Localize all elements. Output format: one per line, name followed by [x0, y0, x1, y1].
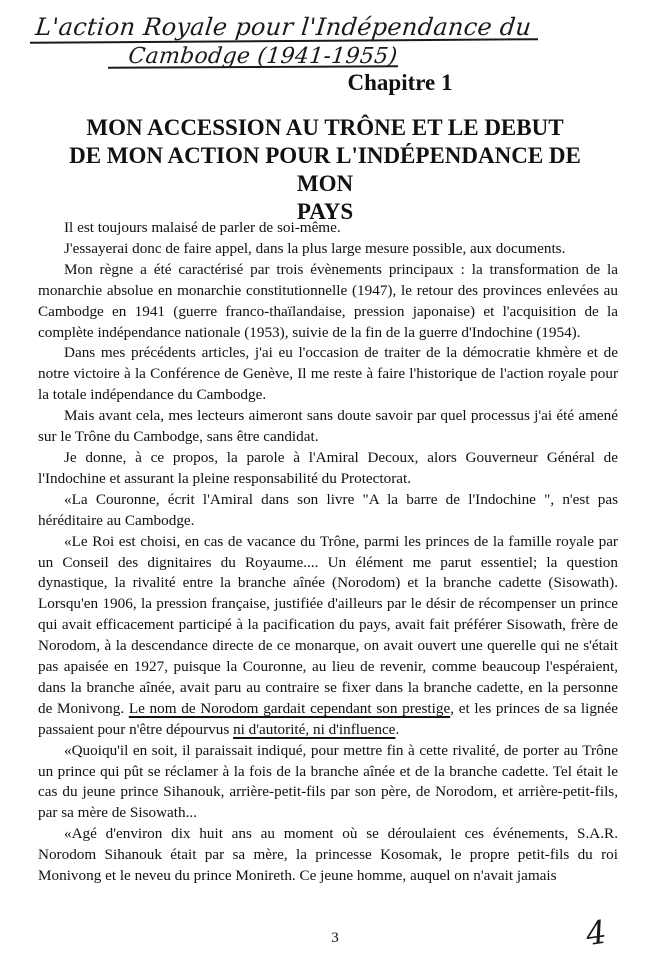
- underlined-passage-2: ni d'autorité, ni d'influence: [233, 720, 396, 738]
- body-text: [38, 218, 618, 887]
- chapter-title-line-1: MON ACCESSION AU TRÔNE ET LE DEBUT: [86, 115, 564, 140]
- handwritten-title-line-1: L'action Royale pour l'Indépendance du: [34, 13, 533, 41]
- paragraph: Mais avant cela, mes lecteurs aimeront sans doute savoir par quel processus j'ai été amené sur le Trône du Cambodge, sans être candidat.: [38, 407, 618, 446]
- paragraph: «Agé d'environ dix huit ans au moment où se déroulaient ces événements, S.A.R. Norodom Sihanouk était par sa mère, la princesse Kosomak, le propre petit-fils du roi Monivong et le neveu du prince Monireth. Ce jeune homme, auquel on n'avait jamais: [38, 825, 618, 885]
- paragraph: «La Couronne, écrit l'Amiral dans son livre "A la barre de l'Indochine ", n'est pas héréditaire au Cambodge.: [38, 490, 618, 529]
- paragraph: Dans mes précédents articles, j'ai eu l'occasion de traiter de la démocratie khmère et de notre victoire à la Conférence de Genève, Il me reste à faire l'historique de l'action royale pour la totale indépendance du Cambodge.: [38, 344, 618, 404]
- chapter-label: Chapitre 1: [347, 70, 453, 95]
- quote-text-end: .: [395, 720, 400, 738]
- handwritten-title-line-2: Cambodge (1941-1955): [127, 44, 399, 69]
- paragraph: Je donne, à ce propos, la parole à l'Amiral Decoux, alors Gouverneur Général de l'Indochine et assurant la pleine responsabilité du Protectorat.: [38, 448, 618, 487]
- paragraph: J'essayerai donc de faire appel, dans la plus large mesure possible, aux documents.: [64, 239, 566, 257]
- paragraph: Il est toujours malaisé de parler de soi-même.: [64, 219, 341, 236]
- chapter-title-line-2: DE MON ACTION POUR L'INDÉPENDANCE DE MON: [69, 143, 581, 196]
- chapter-title: [60, 114, 590, 226]
- handwritten-page-mark: 4: [583, 912, 609, 954]
- underlined-passage-1: Le nom de Norodom gardait cependant son prestige: [128, 699, 451, 717]
- paragraph-quote: [38, 532, 618, 741]
- page-number: 3: [331, 930, 339, 946]
- quote-text-middle: , et les princes de sa lignée passaient pour n'être dépourvus: [38, 699, 618, 738]
- quote-text: «Le Roi est choisi, en cas de vacance du Trône, parmi les princes de la famille royale par un Conseil des dignitaires du Royaume.... Un élément me parut essentiel; la question dynastique, la rivalité entre la branche aînée (Norodom) et la branche cadette (Sisowath). Lorsqu'en 1906, la pression française, justifiée d'ailleurs par le désir de récompenser un prince qui avait efficacement participé à la pacification du pays, avait fait préférer Sisowath, frère de Norodom, à la descendance directe de ce monarque, on avait ouvert une querelle qui ne s'était pas apaisée en 1927, puisque la Couronne, au lieu de revenir, comme beaucoup l'espéraient, dans la branche aînée, avait paru au contraire se fixer dans la branche cadette, en la personne de Monivong.: [38, 532, 618, 717]
- paragraph: «Quoiqu'il en soit, il paraissait indiqué, pour mettre fin à cette rivalité, de porter au Trône un prince qui pût se réclamer à la fois de la branche aînée et de la branche cadette. Tel était le cas du jeune prince Sihanouk, arrière-petit-fils par son père, de Norodom, et arrière-petit-fils, par sa mère de Sisowath...: [38, 741, 618, 822]
- chapter-title-line-3: PAYS: [296, 199, 354, 224]
- paragraph: Mon règne a été caractérisé par trois évènements principaux : la transformation de la monarchie absolue en monarchie constitutionnelle (1947), le retour des provinces enlevées au Cambodge en 1941 (guerre franco-thaïlandaise, pression japonaise) et l'acquisition de la complète indépendance nationale (1953), suivie de la fin de la guerre d'Indochine (1954).: [38, 260, 618, 341]
